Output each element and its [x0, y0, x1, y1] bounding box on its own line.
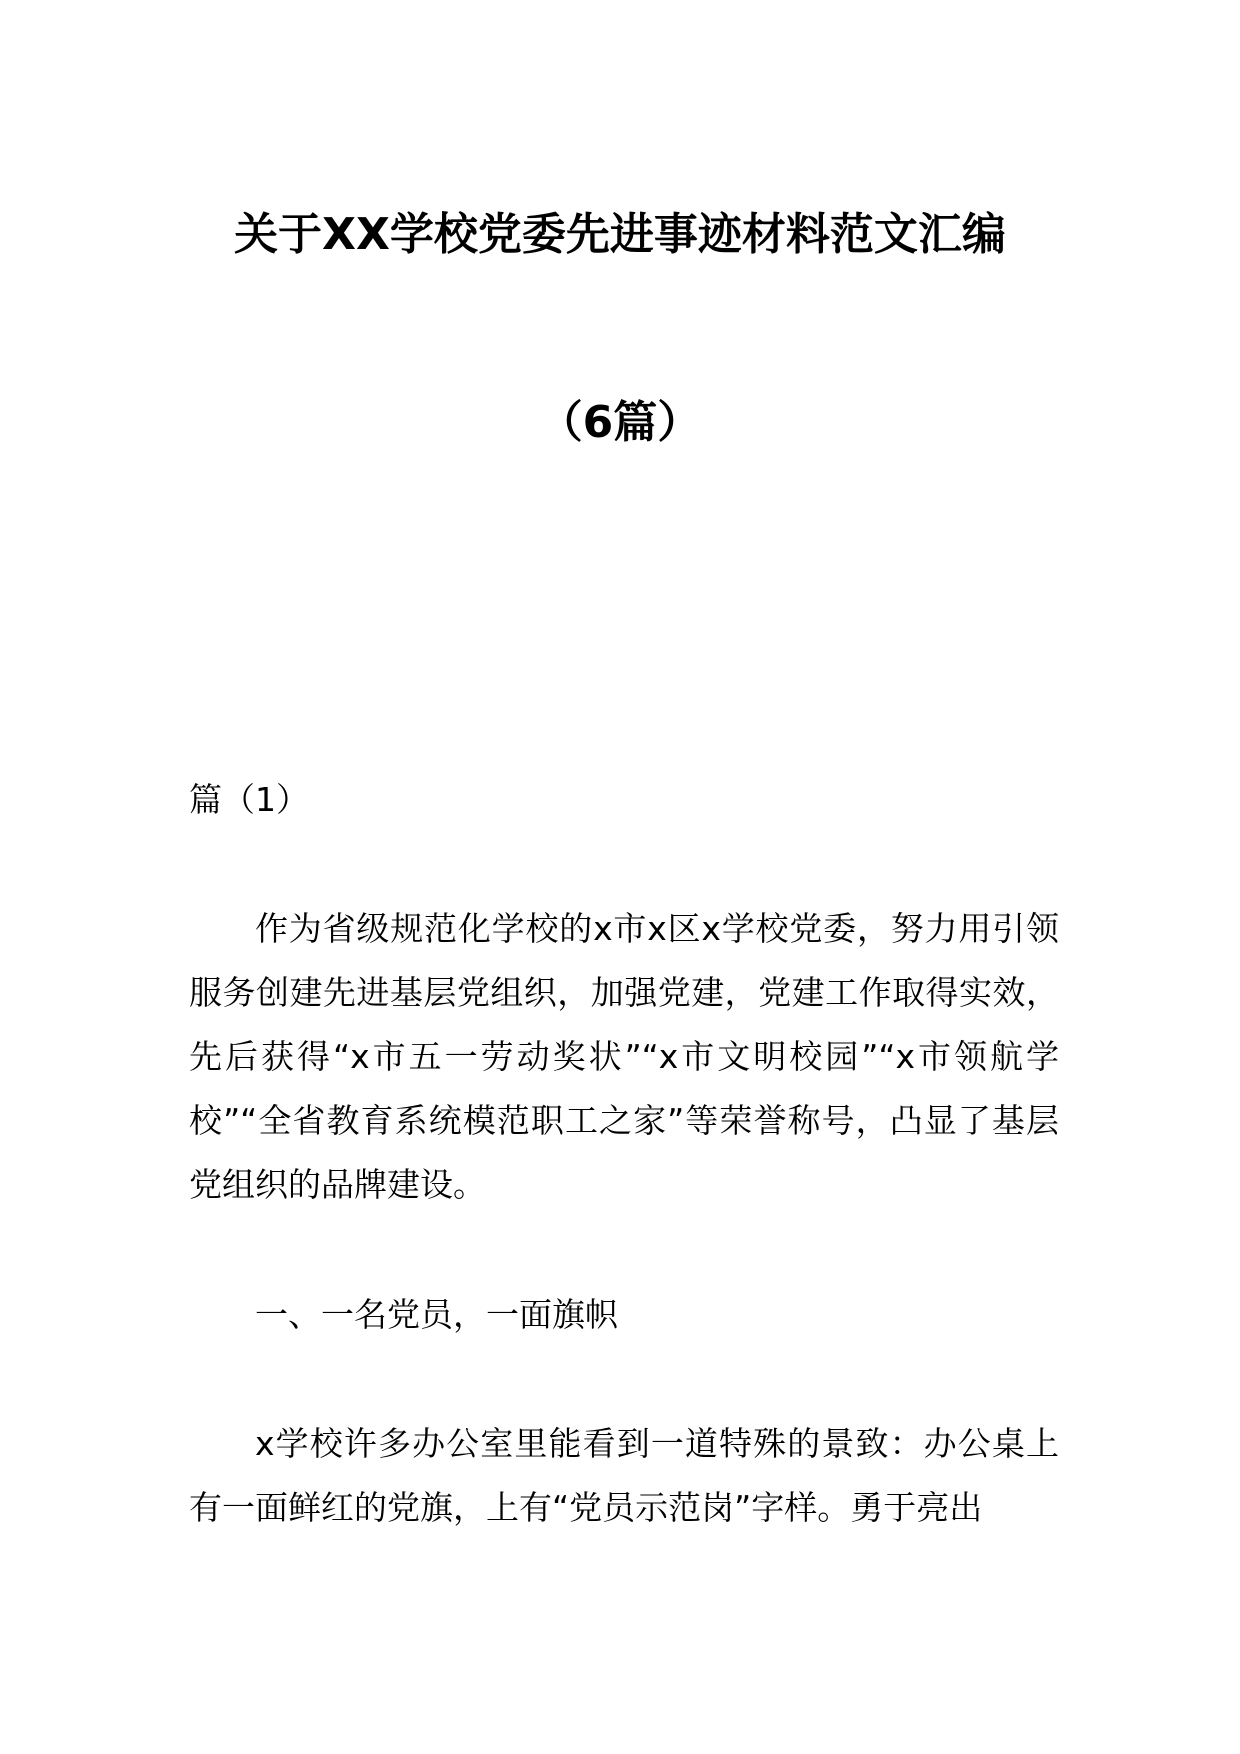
document-title: 关于XX学校党委先进事迹材料范文汇编	[234, 209, 1006, 260]
body-paragraph: x学校许多办公室里能看到一道特殊的景致：办公桌上有一面鲜红的党旗，上有“党员示范岗”字样。勇于亮出	[189, 1424, 1059, 1527]
section-heading: 一、一名党员，一面旗帜	[255, 1295, 618, 1334]
section-label: 篇（1）	[189, 780, 309, 819]
document-subtitle: （6篇）	[538, 397, 702, 448]
body-paragraph: 作为省级规范化学校的x市x区x学校党委，努力用引领服务创建先进基层党组织，加强党建，党建工作取得实效，先后获得“x市五一劳动奖状”“x市文明校园”“x市领航学校”“全省教育系统模范职工之家”等荣誉称号，凸显了基层党组织的品牌建设。	[189, 909, 1059, 1204]
